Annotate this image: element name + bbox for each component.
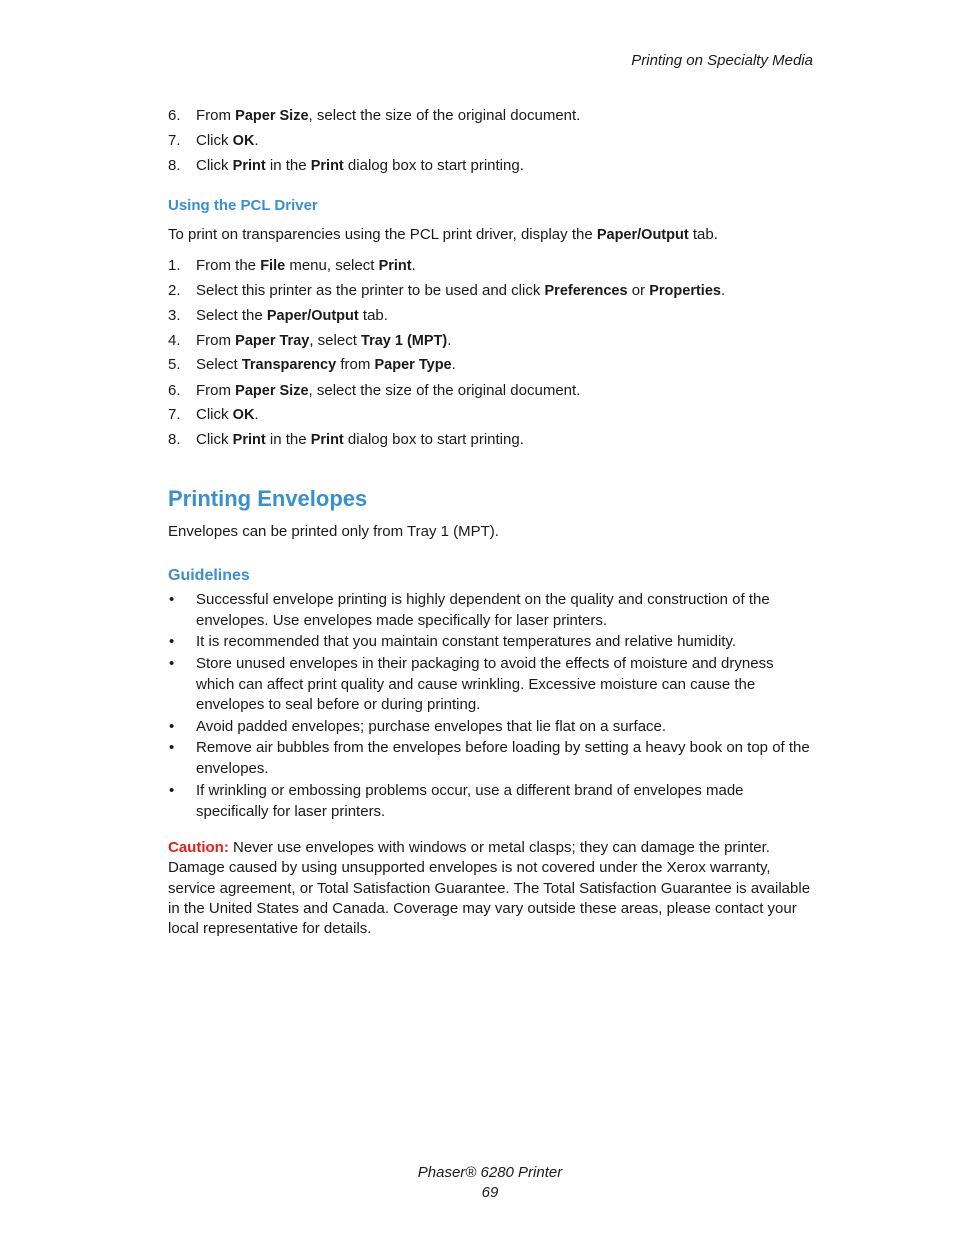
ui-term: Transparency [241, 357, 337, 373]
text-run: Select [196, 356, 242, 373]
ui-term: File [260, 258, 286, 274]
text-run: . [254, 406, 259, 423]
bullet-icon: • [169, 633, 175, 650]
text-run: tab. [688, 226, 718, 243]
text-run: Select the [196, 307, 267, 324]
ui-term: Print [378, 258, 412, 274]
list-item-text: Store unused envelopes in their packaging to avoid the effects of moisture and dryness which can affect print quality and cause wrinkling. Excessive moisture can cause the envelopes to seal before or during printing. [196, 655, 774, 713]
caution-text: Never use envelopes with windows or metal clasps; they can damage the printer. Damage caused by using unsupported envelopes is not covered under the Xerox warranty, service agreement, or Total Satisfaction Guarantee. The Total Satisfaction Guarantee is available in the United States and Canada. Coverage may vary outside these areas, please contact your local representative for details. [168, 839, 811, 938]
text-run: Select this printer as the printer to be used and click [196, 282, 545, 299]
guidelines-heading: Guidelines [168, 567, 250, 584]
text-run: From [196, 107, 236, 124]
step-number: 8. [168, 157, 181, 174]
ui-term: Print [310, 432, 344, 448]
text-run: Click [196, 431, 233, 448]
step-text [196, 132, 259, 149]
text-run: dialog box to start printing. [343, 431, 524, 448]
pcl-intro [168, 226, 718, 243]
step-text [196, 356, 456, 373]
list-item-text: If wrinkling or embossing problems occur, use a different brand of envelopes made specifically for laser printers. [196, 782, 744, 820]
step-text [196, 307, 388, 324]
text-run: . [451, 356, 456, 373]
ui-term: OK [232, 407, 255, 423]
text-run: From the [196, 257, 261, 274]
ui-term: Paper Tray [235, 333, 310, 349]
bullet-icon: • [169, 655, 175, 672]
ui-term: Preferences [544, 283, 628, 299]
step-text [196, 406, 259, 423]
step-number: 5. [168, 356, 181, 373]
section-title: Printing Envelopes [168, 486, 368, 511]
text-run: , select [309, 332, 362, 349]
text-run: From [196, 382, 236, 399]
ui-term: OK [232, 133, 255, 149]
text-run: in the [265, 431, 311, 448]
step-text [196, 257, 416, 274]
text-run: , select the size of the original document. [308, 107, 581, 124]
ui-term: Paper Type [374, 357, 452, 373]
ui-term: Tray 1 (MPT) [361, 333, 448, 349]
text-run: Click [196, 406, 233, 423]
text-run: To print on transparencies using the PCL print driver, display the [168, 226, 597, 243]
ui-term: Print [310, 158, 344, 174]
text-run: Click [196, 157, 233, 174]
text-run: , select the size of the original document. [308, 382, 581, 399]
step-text [196, 107, 580, 124]
step-number: 6. [168, 382, 181, 399]
text-run: or [627, 282, 650, 299]
step-text [196, 382, 580, 399]
step-number: 4. [168, 332, 181, 349]
step-text [196, 332, 451, 349]
step-number: 3. [168, 307, 181, 324]
text-run: From [196, 332, 236, 349]
ui-term: Print [232, 158, 266, 174]
text-run: in the [265, 157, 311, 174]
ui-term: Paper Size [235, 383, 309, 399]
step-number: 2. [168, 282, 181, 299]
text-run: . [411, 257, 416, 274]
text-run: . [447, 332, 452, 349]
text-run: tab. [358, 307, 388, 324]
text-run: . [720, 282, 726, 299]
text-run: . [254, 132, 259, 149]
envelopes-intro: Envelopes can be printed only from Tray 1 (MPT). [168, 523, 499, 540]
bullet-icon: • [169, 739, 175, 756]
step-text [196, 431, 524, 448]
ui-term: Paper/Output [596, 227, 689, 243]
caution-label: Caution: [168, 839, 229, 856]
text-run: menu, select [285, 257, 379, 274]
step-number: 7. [168, 132, 181, 149]
bullet-icon: • [169, 591, 175, 608]
text-run: dialog box to start printing. [343, 157, 524, 174]
footer-product: Phaser® 6280 Printer [417, 1164, 563, 1181]
pcl-driver-heading: Using the PCL Driver [168, 197, 318, 214]
caution-note [168, 838, 818, 939]
step-text [196, 282, 725, 299]
ui-term: Paper/Output [266, 308, 359, 324]
ui-term: Properties [649, 283, 721, 299]
text-run: Click [196, 132, 233, 149]
ui-term: Paper Size [235, 108, 309, 124]
bullet-icon: • [169, 718, 175, 735]
list-item-text: Successful envelope printing is highly dependent on the quality and construction of the envelopes. Use envelopes made specifically for laser printers. [196, 591, 770, 629]
step-text [196, 157, 524, 174]
step-number: 1. [168, 257, 181, 274]
step-number: 6. [168, 107, 181, 124]
page-number: 69 [481, 1184, 499, 1201]
step-number: 7. [168, 406, 181, 423]
running-header: Printing on Specialty Media [631, 52, 813, 69]
ui-term: Print [232, 432, 266, 448]
text-run: from [336, 356, 375, 373]
step-number: 8. [168, 431, 181, 448]
bullet-icon: • [169, 782, 175, 799]
page-footer [0, 1163, 954, 1203]
list-item-text: Avoid padded envelopes; purchase envelopes that lie flat on a surface. [196, 718, 667, 735]
list-item-text: It is recommended that you maintain constant temperatures and relative humidity. [196, 633, 736, 650]
list-item-text: Remove air bubbles from the envelopes before loading by setting a heavy book on top of the envelopes. [196, 739, 810, 777]
